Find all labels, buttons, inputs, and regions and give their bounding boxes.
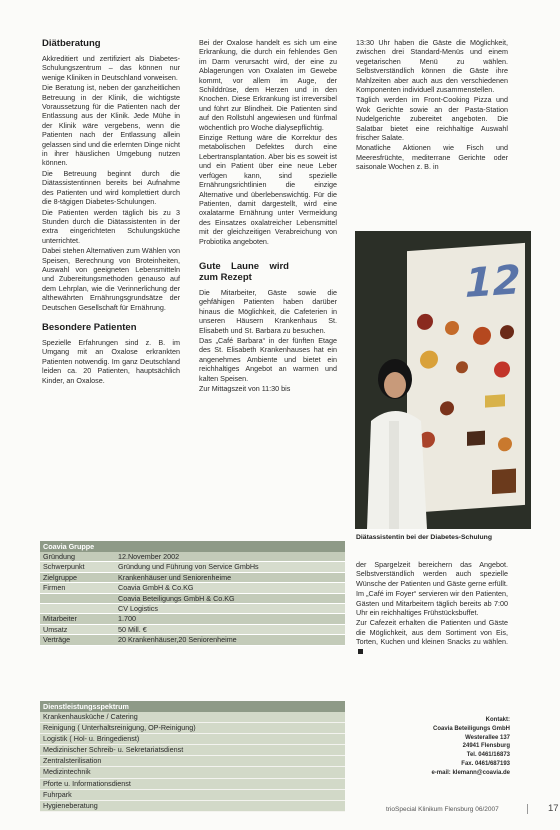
paragraph: Zur Mittagszeit von 11:30 bis (199, 384, 291, 393)
info-row-key: Verträge (43, 635, 71, 645)
paragraph: Die Betreuung beginnt durch die Diätassistentinnen bereits bei Aufnahme des Patienten und wird komplettiert durch die 8-tägigen Diabetes-Schulungen. (42, 168, 180, 207)
info-row-value: Krankenhäuser und Seniorenheime (118, 572, 232, 582)
person-figure (365, 351, 433, 529)
paragraph: 13:30 Uhr haben die Gäste die Möglichkeit, zwischen drei Standard-Menüs und einem vegetarischen Menü zu wählen. Selbstverständlich können die Gäste ihre Mahlzeiten aber auch aus den verschiedenen Komponenten individuell zusammenstellen. (356, 38, 508, 95)
info-row-key: Gründung (43, 552, 75, 561)
contact-company: Coavia Beteiligungs GmbH (432, 725, 510, 732)
paragraph: Spezielle Erfahrungen sind z. B. im Umgang mit an Oxalose erkrankten Patienten notwendig. Im ganz Deutschland leiden ca. 20 Patienten, hauptsächlich Kinder, an Oxalose. (42, 337, 180, 385)
service-item: Krankenhausküche / Catering (40, 712, 345, 723)
service-item: Medizintechnik (40, 767, 345, 778)
paragraph: Täglich werden im Front-Cooking Pizza und Wok Gerichte sowie an der Pasta-Station Nudelgerichte zubereitet angeboten. Die Salatbar bietet eine reichhaltige Auswahl frischer Salate. (356, 95, 508, 143)
contact-tel: Tel. 0461/16873 (466, 752, 510, 759)
paragraph: Bei der Oxalose handelt es sich um eine Erkrankung, die durch ein fehlendes Gen im Darm verursacht wird, der eine zu Ablagerungen von Oxalaten im Gewebe kommt, vor allem im Auge, der Schilddrüse, dem Herzen und in den Knochen. Diese Erkrankung ist irreversibel und führt zur Blindheit. Die Patienten sind auf den Rollstuhl angewiesen und fünfmal wöchentlich pro Woche dialysepflichtig. (199, 38, 337, 132)
service-item: Zentralsterilisation (40, 756, 345, 767)
info-row-value: CV Logistics (118, 604, 158, 614)
paragraph: Das „Café Barbara“ in der fünften Etage des St. Elisabeth Krankenhauses hat ein angenehmes Ambiente und bietet ein reichhaltiges Angebot an warmen und kalten Speisen. (199, 335, 337, 383)
info-row-key: Schwerpunkt (43, 562, 85, 572)
paragraph: Im „Café im Foyer“ servieren wir den Patienten, Gästen und Mitarbeitern täglich bereits ab 7:00 Uhr ein reichhaltiges Frühstücksbuffet. (356, 589, 508, 618)
service-item: Pforte u. Informationsdienst (40, 779, 345, 790)
heading-gute-laune: Gute Laune wird zum Rezept (199, 260, 289, 283)
contact-email: e-mail: klemann@coavia.de (431, 769, 510, 776)
info-row-value: 50 Mill. € (118, 624, 147, 634)
footer-separator (527, 804, 528, 814)
info-row (40, 594, 345, 604)
contact-label: Kontakt: (485, 717, 510, 723)
service-item: Hygieneberatung (40, 801, 345, 812)
column-3-bottom (356, 560, 508, 657)
services-box (40, 701, 345, 812)
photo-diabetes-schulung (355, 231, 531, 529)
coavia-info-box (40, 541, 345, 701)
info-row-key (40, 594, 118, 603)
service-item: Fuhrpark (40, 790, 345, 801)
info-row-key: Mitarbeiter (43, 614, 77, 624)
svg-text:12: 12 (465, 257, 521, 308)
paragraph: Die Mitarbeiter, Gäste sowie die gehfähigen Patienten haben darüber hinaus die Möglichkeit, die Cafeterien in unseren Häusern Krankenhaus St. Elisabeth und St. Barbara zu besuchen. (199, 287, 337, 335)
paragraph: Zur Cafezeit erhalten die Patienten und Gäste die Möglichkeit, aus dem Sortiment von Eis, Torten, Kuchen und kleinen Snacks zu wählen. (356, 618, 508, 656)
info-row-value: 20 Krankenhäuser,20 Seniorenheime (118, 635, 237, 645)
info-row-key: Umsatz (43, 624, 68, 634)
info-row-value: Coavia Beteiligungs GmbH & Co.KG (118, 593, 235, 603)
service-item: Medizinischer Schreib- u. Sekretariatsdienst (40, 745, 345, 756)
contact-block (370, 716, 510, 778)
heading-diaetberatung: Diätberatung (42, 38, 101, 49)
service-item: Logistik ( Hol- u. Bringedienst) (40, 734, 345, 745)
info-row (40, 635, 345, 645)
info-row-value: Coavia GmbH & Co.KG (118, 583, 194, 593)
info-row-key (40, 604, 118, 613)
services-list (40, 712, 345, 812)
info-row-value: 12.November 2002 (118, 552, 180, 561)
paragraph: Dabei stehen Alternativen zum Wählen von Speisen, Berechnung von Broteinheiten, Auswahl von geeigneten Lebensmitteln und Zubereitungsmethoden genauso auf dem Lehrplan, wie die Verinnerlichung der althewährten Ernährungsgrundsätze der Deutschen Gesellschaft für Ernährung. (42, 246, 180, 312)
column-2 (199, 38, 337, 394)
info-row (40, 583, 345, 593)
footer-text: trioSpecial Klinikum Flensburg 06/2007 (386, 806, 499, 813)
heading-besondere-patienten: Besondere Patienten (42, 321, 137, 333)
info-row (40, 552, 345, 562)
column-3-top (356, 38, 508, 173)
info-row (40, 604, 345, 614)
info-row-value: Gründung und Führung von Service GmbHs (118, 562, 259, 572)
end-mark (358, 649, 363, 654)
photo-caption: Diätassistentin bei der Diabetes-Schulung (356, 534, 492, 541)
contact-street: Westerallee 137 (465, 734, 510, 741)
column-1 (42, 38, 180, 386)
page-number: 17 (548, 803, 559, 814)
contact-fax: Fax. 0461/687193 (461, 760, 510, 767)
services-title: Dienstleistungsspektrum (40, 701, 345, 712)
info-row (40, 573, 345, 583)
info-row (40, 614, 345, 624)
info-box-title: Coavia Gruppe (40, 541, 345, 552)
info-row-key: Firmen (43, 583, 66, 593)
service-item: Reinigung ( Unterhaltsreinigung, OP-Reinigung) (40, 723, 345, 734)
paragraph: Die Patienten werden täglich bis zu 3 Stunden durch die Diätassistenten in der extra eingerichteten Schulungsküche unterrichtet. (42, 207, 180, 245)
paragraph: Akkreditiert und zertifiziert als Diabetes-Schulungszentrum – das können nur wenige Kliniken in Deutschland vorweisen. (42, 54, 180, 82)
info-row-value: 1.700 (118, 614, 136, 624)
info-row (40, 625, 345, 635)
info-box-rows (40, 552, 345, 646)
info-row-key: Zielgruppe (43, 572, 77, 582)
paragraph: Monatliche Aktionen wie Fisch und Meeresfrüchte, mediterrane Gerichte oder saisonale Wochen z. B. in (356, 143, 508, 172)
paragraph: Einzige Rettung wäre die Korrektur des metabolischen Defektes durch eine Lebertransplantation. Aber bis es soweit ist und ein Patient über eine neue Leber verfügen kann, sind spezielle Ernährungsrichtlinien die einzige Alternative und überlebenswichtig. Für die Patienten, damit dargestellt, wird eine oxalatarme Ernährung unter Vermeidung des Einsatzes oxalatreicher Lebensmittel mit der gleichzeitigen Verabreichung von Probiotika angeboten. (199, 133, 337, 246)
info-row (40, 562, 345, 572)
contact-city: 24941 Flensburg (462, 743, 510, 750)
paragraph: der Spargelzeit bereichern das Angebot. Selbstverständlich werden auch spezielle Wünsche der Patienten und Gäste gerne erfüllt. (356, 560, 508, 588)
paragraph: Die Beratung ist, neben der ganzheitlichen Betreuung in der Klinik, die wichtigste Voraussetzung für die Patienten nach der Entlassung aus der Klinik. Jede Mühe in der Klinik wäre vergebens, wenn die Patienten nach der Entlassung allein gelassen sind und die erlernten Dinge nicht in ihrer häuslichen Umgebung nutzen können. (42, 83, 180, 168)
